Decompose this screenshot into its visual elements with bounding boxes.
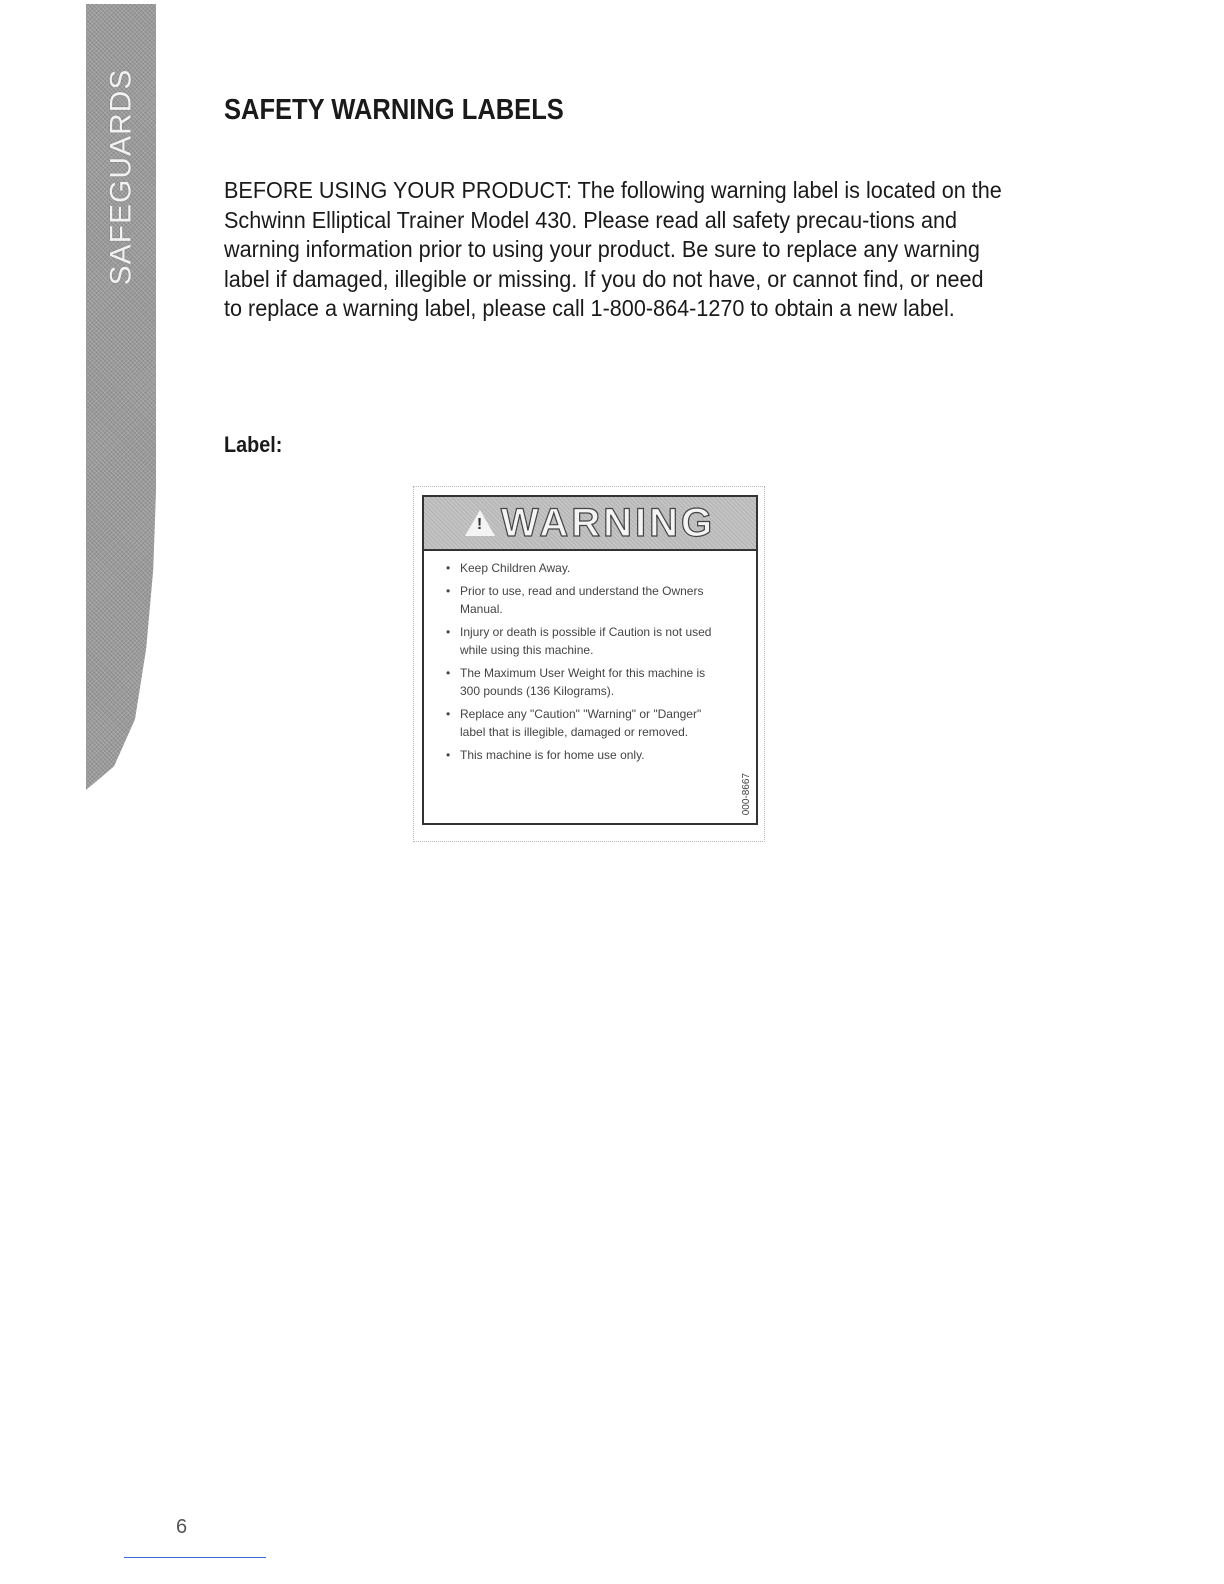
warning-item: • The Maximum User Weight for this machine is 300 pounds (136 Kilograms). [446,664,728,700]
warning-label-image [413,486,765,842]
warning-item: • Injury or death is possible if Caution is not used while using this machine. [446,623,728,659]
warning-item: • Prior to use, read and understand the Owners Manual. [446,582,728,618]
warning-item: • Replace any "Caution" "Warning" or "Danger" label that is illegible, damaged or removed. [446,705,728,741]
side-tab-label-container [86,68,156,286]
warning-item: • Keep Children Away. [446,559,728,577]
page-title: SAFETY WARNING LABELS [224,94,564,126]
side-tab-label: SAFEGUARDS [104,68,137,286]
footer-rule [124,1557,266,1558]
warning-header [424,497,756,551]
label-heading: Label: [224,432,283,457]
part-number: 000-8667 [741,772,752,815]
warning-label-card [422,495,758,825]
intro-paragraph: BEFORE USING YOUR PRODUCT: The following warning label is located on the Schwinn Elliptical Trainer Model 430. Please read all safety precau-tions and warning information prior to using your product. Be sure to replace any warning label if damaged, illegible or missing. If you do not have, or cannot find, or need to replace a warning label, please call 1-800-864-1270 to obtain a new label. [224,177,1002,321]
warning-triangle-icon [465,510,495,536]
warning-header-text: WARNING [500,500,716,545]
page-number: 6 [176,1516,188,1538]
warning-item: • This machine is for home use only. [446,746,728,764]
warning-list [424,551,756,764]
